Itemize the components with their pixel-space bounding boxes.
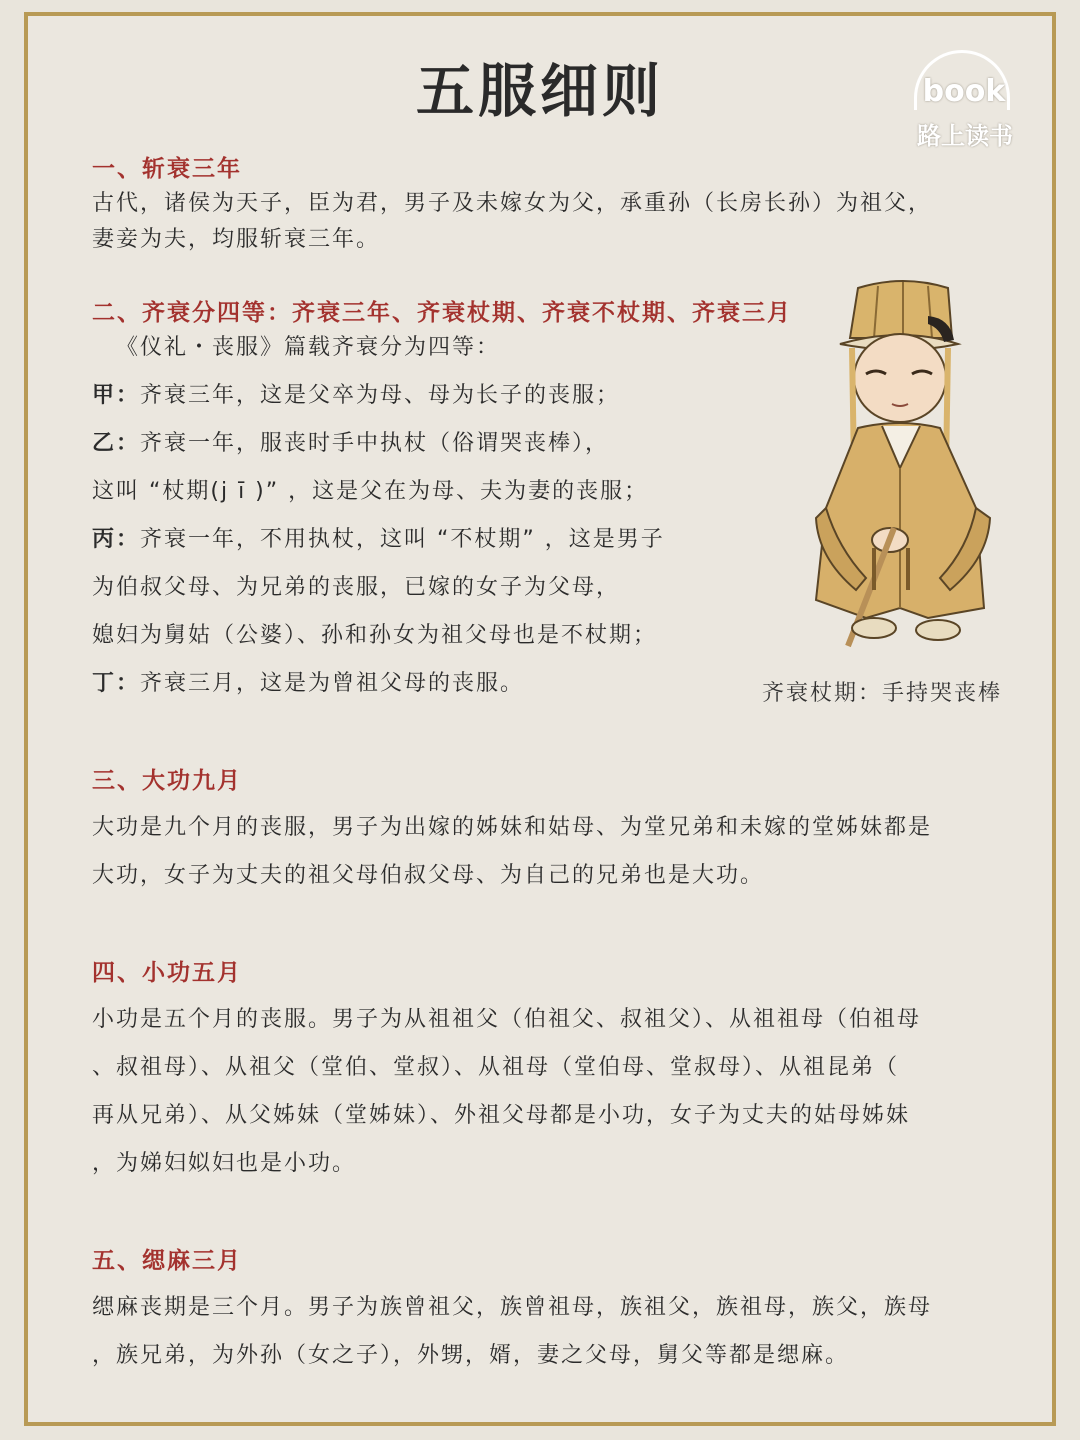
item-label: 甲： bbox=[92, 383, 141, 408]
section-1-line: 古代，诸侯为天子，臣为君，男子及未嫁女为父，承重孙（长房长孙）为祖父， bbox=[92, 191, 933, 216]
section-5-line: ，族兄弟，为外孙（女之子），外甥，婿，妻之父母，舅父等都是缌麻。 bbox=[92, 1343, 850, 1368]
mourning-item bbox=[92, 570, 620, 601]
section-3-line: 大功是九个月的丧服，男子为出嫁的姊妹和姑母、为堂兄弟和未嫁的堂姊妹都是 bbox=[92, 815, 933, 840]
mourning-item bbox=[92, 474, 648, 505]
item-label: 乙： bbox=[92, 431, 141, 456]
brand-logo bbox=[910, 46, 1020, 150]
item-text: 齐衰三年，这是父卒为母、母为长子的丧服； bbox=[140, 383, 621, 408]
item-text: 这叫 “杖期(j ī )” ，这是父在为母、夫为妻的丧服； bbox=[92, 479, 649, 504]
item-text: 齐衰一年，服丧时手中执杖（俗谓哭丧棒）， bbox=[140, 431, 610, 456]
section-heading-2: 二、齐衰分四等：齐衰三年、齐衰杖期、齐衰不杖期、齐衰三月 bbox=[92, 300, 792, 326]
illustration-caption: 齐衰杖期：手持哭丧棒 bbox=[762, 681, 1003, 706]
item-label: 丁： bbox=[92, 671, 141, 696]
section-1-line: 妻妾为夫，均服斩衰三年。 bbox=[92, 227, 381, 252]
logo-name: 路上读书 bbox=[917, 122, 1013, 150]
item-label: 丙： bbox=[92, 527, 141, 552]
section-4-line: 再从兄弟）、从父姊妹（堂姊妹）、外祖父母都是小功，女子为丈夫的姑母姊妹 bbox=[92, 1103, 911, 1128]
section-4-line: 小功是五个月的丧服。男子为从祖祖父（伯祖父、叔祖父）、从祖祖母（伯祖母 bbox=[92, 1007, 922, 1032]
mourning-item bbox=[92, 426, 609, 457]
mourning-item bbox=[92, 522, 665, 553]
section-heading-4: 四、小功五月 bbox=[92, 960, 242, 986]
section-3-line: 大功，女子为丈夫的祖父母伯叔父母、为自己的兄弟也是大功。 bbox=[92, 863, 765, 888]
section-4-line: ，为娣妇姒妇也是小功。 bbox=[92, 1151, 357, 1176]
item-text: 齐衰三月，这是为曾祖父母的丧服。 bbox=[140, 671, 525, 696]
mourning-item bbox=[92, 666, 524, 697]
item-text: 齐衰一年，不用执杖，这叫 “不杖期” ，这是男子 bbox=[140, 527, 665, 552]
mourning-item bbox=[92, 378, 620, 409]
mourner-illustration bbox=[808, 278, 998, 650]
logo-mark: book bbox=[922, 74, 1006, 109]
section-heading-1: 一、斩衰三年 bbox=[92, 156, 242, 182]
section-4-line: 、叔祖母）、从祖父（堂伯、堂叔）、从祖母（堂伯母、堂叔母）、从祖昆弟（ bbox=[92, 1055, 900, 1080]
section-2-intro: 《仪礼・丧服》篇载齐衰分为四等： bbox=[116, 335, 501, 360]
item-text: 为伯叔父母、为兄弟的丧服，已嫁的女子为父母， bbox=[92, 575, 621, 600]
section-5-line: 缌麻丧期是三个月。男子为族曾祖父，族曾祖母，族祖父，族祖母，族父，族母 bbox=[92, 1295, 933, 1320]
mourning-item bbox=[92, 618, 657, 649]
section-heading-5: 五、缌麻三月 bbox=[92, 1248, 242, 1274]
item-text: 媳妇为舅姑（公婆）、孙和孙女为祖父母也是不杖期； bbox=[92, 623, 658, 648]
page-title: 五服细则 bbox=[415, 57, 664, 125]
section-heading-3: 三、大功九月 bbox=[92, 768, 242, 794]
